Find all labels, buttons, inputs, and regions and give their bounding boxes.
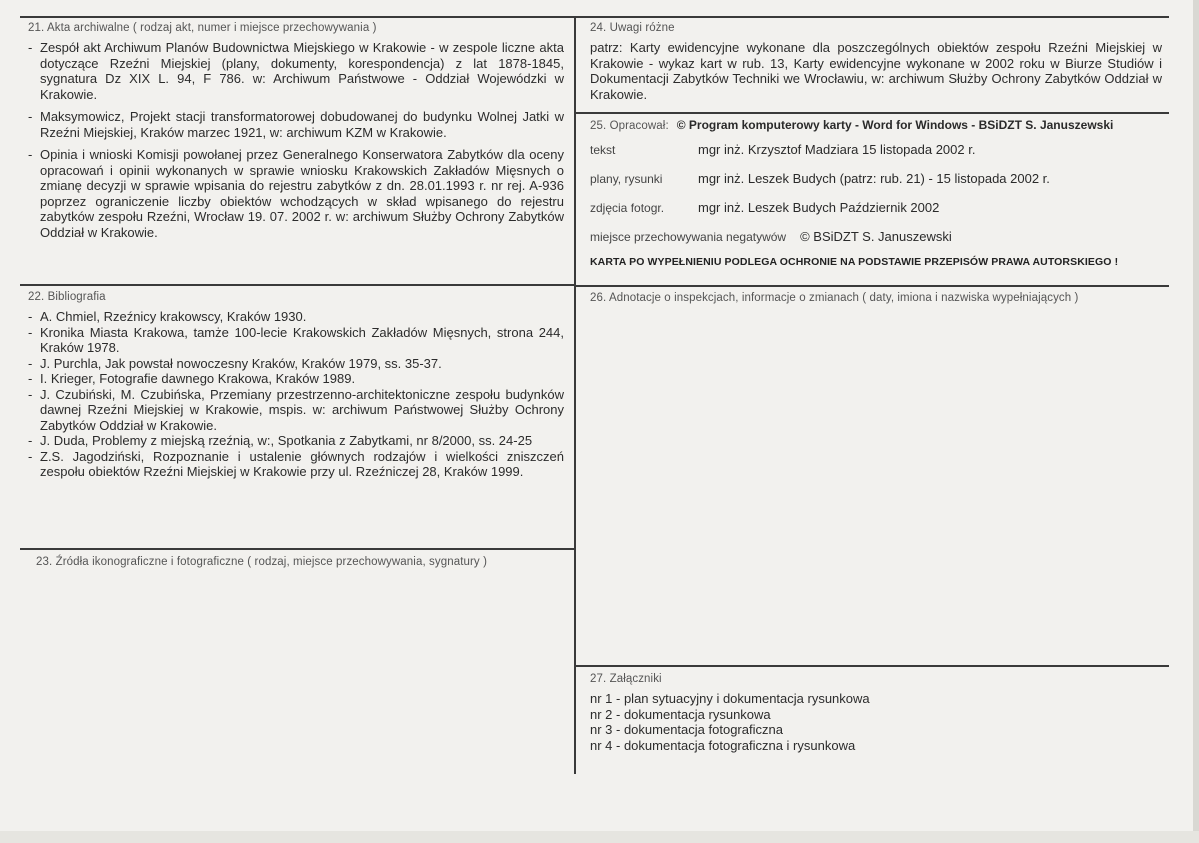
list-item: - J. Czubiński, M. Czubińska, Przemiany przestrzenno-architektoniczne zespołu budynków dawnej Rzeźni Miejskiej w Krakowie, mspis. w: archiwum Państwowej Służby Ochrony Zabytków Oddział w Krakowie. <box>28 386 564 433</box>
page-edge-bottom <box>0 831 1199 843</box>
list-item: - Zespół akt Archiwum Planów Budownictwa Miejskiego w Krakowie - w zespole liczne akta dotyczące Rzeźni Miejskiej (plany, dokumenty, korespondencja) z lat 1878-1845, sygnatura Dz XIX L. 94, F 786. w: Archiwum Państwowe - Oddział Wojewódzki w Krakowie. <box>28 40 564 102</box>
negatives-row <box>590 229 1162 244</box>
list-item: - Kronika Miasta Krakowa, tamże 100-lecie Krakowskich Zakładów Mięsnych, strona 244, Kraków 1978. <box>28 324 564 355</box>
section-26-heading: 26. Adnotacje o inspekcjach, informacje o zmianach ( daty, imiona i nazwiska wypełniających ) <box>590 292 1079 304</box>
section-iconographic-sources <box>36 556 564 574</box>
section-bibliography <box>28 291 564 480</box>
center-divider <box>574 16 576 774</box>
negatives-label: miejsce przechowywania negatywów <box>590 230 787 244</box>
list-item: - I. Krieger, Fotografie dawnego Krakowa, Kraków 1989. <box>28 371 356 386</box>
copyright-notice: KARTA PO WYPEŁNIENIU PODLEGA OCHRONIE NA PODSTAWIE PRZEPISÓW PRAWA AUTORSKIEGO ! <box>590 256 1119 268</box>
section-21-heading: 21. Akta archiwalne ( rodzaj akt, numer i miejsce przechowywania ) <box>28 22 377 34</box>
credit-row-text <box>590 142 1162 157</box>
section-archival-records <box>28 22 564 240</box>
list-item: nr 1 - plan sytuacyjny i dokumentacja rysunkowa <box>590 691 870 706</box>
attachments-list <box>590 691 1162 753</box>
rule-26-27 <box>576 665 1169 667</box>
list-item: nr 3 - dokumentacja fotograficzna <box>590 722 783 737</box>
rule-25-26 <box>576 285 1169 287</box>
list-item: - Opinia i wnioski Komisji powołanej przez Generalnego Konserwatora Zabytków dla oceny opracowań i opinii wykonanych w sprawie wniosku Krakowskich Zakładów Mięsnych o zmianę decyzji w sprawie wpisania do rejestru zabytków z dn. 28.01.1993 r. nr rej. A-936 poprzez ograniczenie liczby obiektów wchodzących w skład wpisanego do rejestru zabytków zespołu Rzeźni, Wrocław 19. 07. 2002 r. w: archiwum Służby Ochrony Zabytków Oddział w Krakowie. <box>28 147 564 240</box>
list-item: - Z.S. Jagodziński, Rozpoznanie i ustalenie głównych rodzajów i wielkości zniszczeń zespołu obiektów Rzeźni Miejskiej w Krakowie przy ul. Rzeźniczej 28, Kraków 1999. <box>28 448 564 479</box>
section-23-heading: 23. Źródła ikonograficzne i fotograficzne ( rodzaj, miejsce przechowywania, sygnatury ) <box>36 556 488 568</box>
list-item: - A. Chmiel, Rzeźnicy krakowscy, Kraków 1930. <box>28 309 307 324</box>
section-attachments <box>590 673 1162 753</box>
prepared-by-header <box>590 118 1162 132</box>
credit-value: mgr inż. Krzysztof Madziara 15 listopada 2002 r. <box>698 142 976 157</box>
negatives-value: © BSiDZT S. Januszewski <box>800 229 952 244</box>
rule-24-25 <box>576 112 1169 114</box>
list-item: - J. Purchla, Jak powstał nowoczesny Kraków, Kraków 1979, ss. 35-37. <box>28 355 442 371</box>
credit-row-drawings <box>590 171 1162 186</box>
top-rule <box>20 16 1169 18</box>
bibliography-list <box>28 309 564 480</box>
section-inspection-notes <box>590 292 1162 310</box>
credit-label: tekst <box>590 143 616 157</box>
list-item: nr 4 - dokumentacja fotograficzna i rysunkowa <box>590 737 856 753</box>
rule-22-23 <box>20 548 576 550</box>
list-item: - Maksymowicz, Projekt stacji transformatorowej dobudowanej do budynku Wolnej Jatki w Rzeźni Miejskiej, Kraków marzec 1921, w: archiwum KZM w Krakowie. <box>28 109 564 140</box>
list-item: nr 2 - dokumentacja rysunkowa <box>590 706 771 722</box>
credit-value: mgr inż. Leszek Budych (patrz: rub. 21) - 15 listopada 2002 r. <box>698 171 1050 186</box>
page-edge <box>1193 0 1199 843</box>
credit-label: zdjęcia fotogr. <box>590 201 665 215</box>
archival-list <box>28 40 564 240</box>
section-25-heading: 25. Opracował: <box>590 120 669 132</box>
remarks-text: patrz: Karty ewidencyjne wykonane dla poszczególnych obiektów zespołu Rzeźni Miejskiej w Krakowie - wykaz kart w rub. 13, Karty ewidencyjne wykonane w 2002 roku w Biurze Studiów i Dokumentacji Zabytków Techniki we Wrocławiu, w: archiwum Służby Ochrony Zabytków Oddział w Krakowie. <box>590 40 1162 102</box>
section-22-heading: 22. Bibliografia <box>28 291 106 303</box>
section-prepared-by <box>590 118 1162 268</box>
credit-value: mgr inż. Leszek Budych Październik 2002 <box>698 200 940 215</box>
section-remarks <box>590 22 1162 102</box>
section-24-heading: 24. Uwagi różne <box>590 22 675 34</box>
list-item: - J. Duda, Problemy z miejską rzeźnią, w:, Spotkania z Zabytkami, nr 8/2000, ss. 24-25 <box>28 433 533 448</box>
section-27-heading: 27. Załączniki <box>590 673 662 685</box>
credit-row-photos <box>590 200 1162 215</box>
rule-21-22 <box>20 284 576 286</box>
program-credit: © Program komputerowy karty - Word for Windows - BSiDZT S. Januszewski <box>676 118 1114 132</box>
credit-label: plany, rysunki <box>590 172 663 186</box>
